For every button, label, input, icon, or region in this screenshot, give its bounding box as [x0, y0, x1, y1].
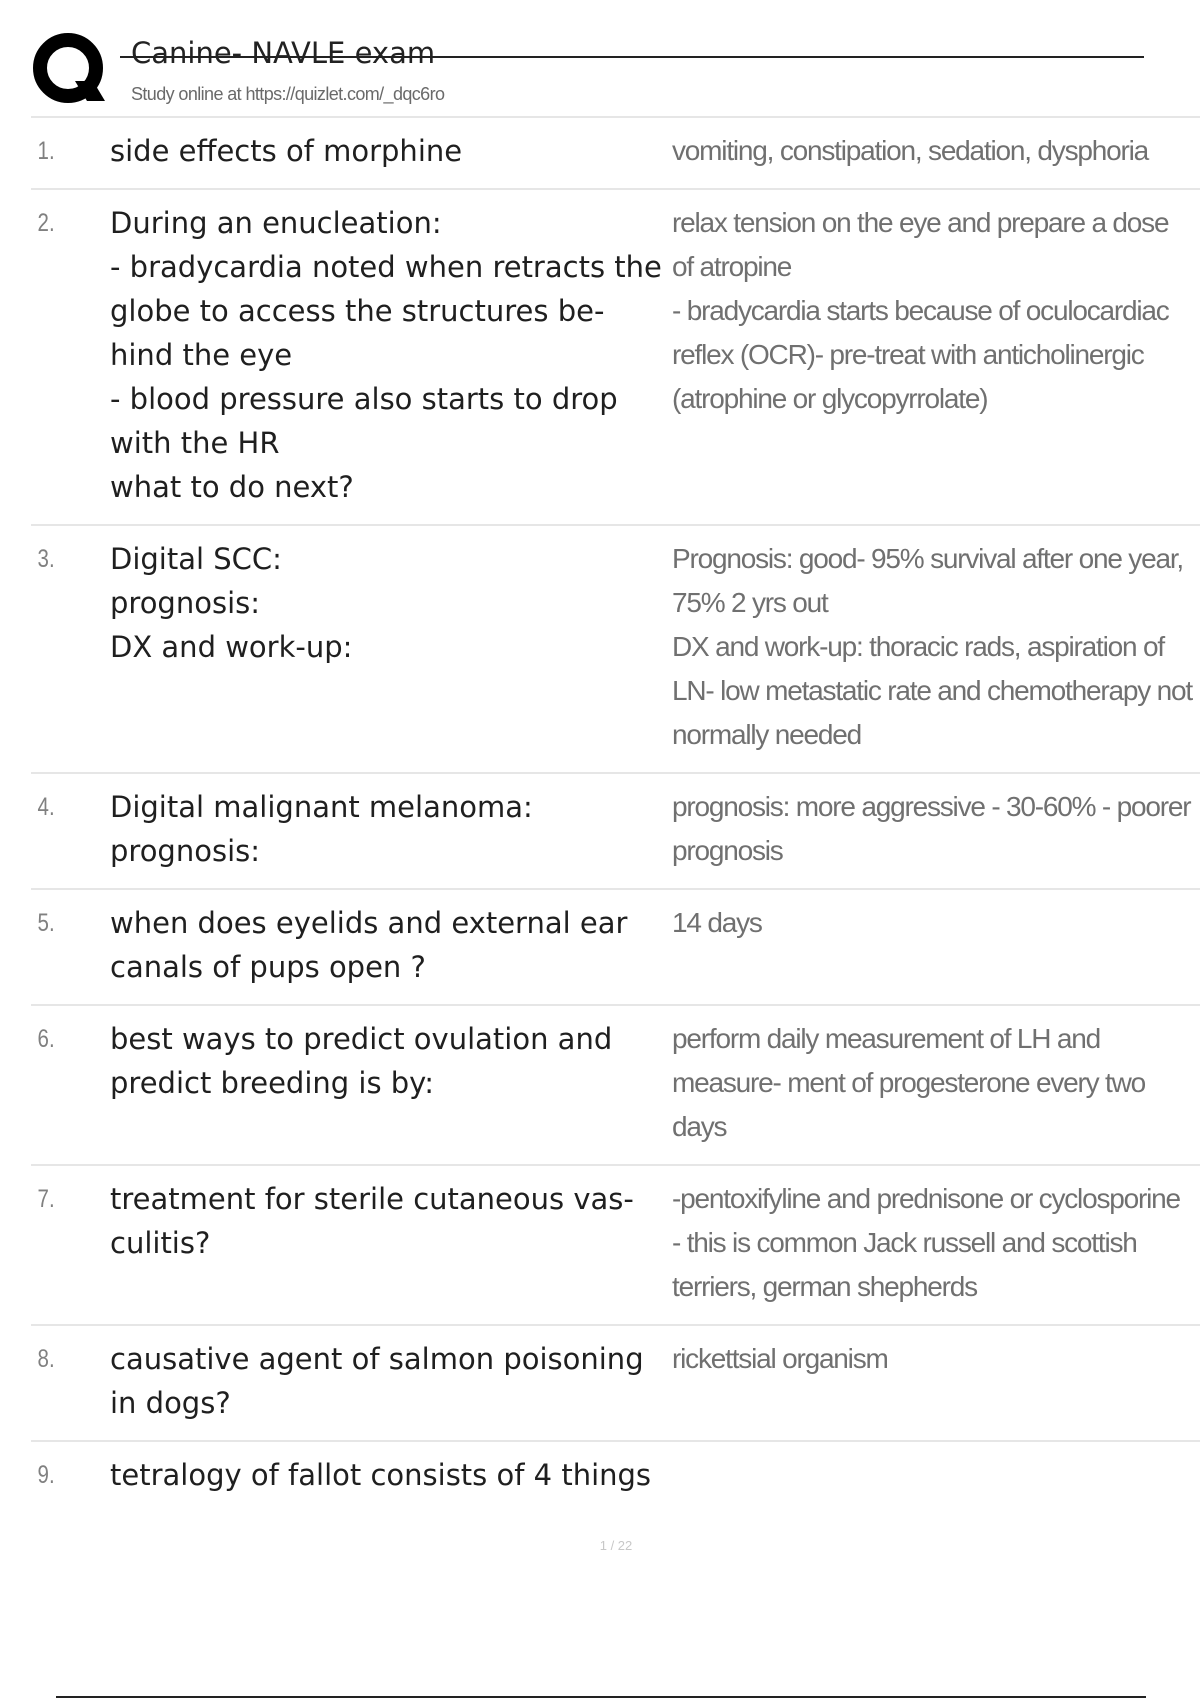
card-number: 1.: [37, 137, 55, 165]
card-term: Digital SCC: prognosis: DX and work-up:: [110, 542, 353, 664]
card-definition: perform daily measurement of LH and measure- ment of progesterone every two days: [672, 1023, 1152, 1142]
card-number: 3.: [37, 545, 55, 573]
card-definition: relax tension on the eye and prepare a dose of atropine - bradycardia starts because of oculocardiac reflex (OCR)- pre-treat with anticholinergic (atrophine or glycopyrrolate): [672, 207, 1169, 414]
card-term: best ways to predict ovulation and predict breeding is by:: [110, 1022, 622, 1100]
card-number: 7.: [37, 1185, 55, 1213]
page-number: 1 / 22: [599, 1538, 633, 1553]
card-number: 6.: [37, 1025, 55, 1053]
card-definition: vomiting, constipation, sedation, dysphoria: [672, 135, 1149, 166]
card-definition: rickettsial organism: [672, 1343, 888, 1374]
card-term: tetralogy of fallot consists of 4 things: [110, 1458, 652, 1492]
flashcard-row: [31, 1006, 1200, 1166]
card-number: 2.: [37, 209, 55, 237]
card-term: Digital malignant melanoma: prognosis:: [110, 790, 533, 868]
flashcard-row: [31, 526, 1200, 774]
flashcard-row: [31, 1166, 1200, 1326]
card-number: 8.: [37, 1345, 55, 1373]
card-number: 5.: [37, 909, 55, 937]
flashcard-list: [31, 116, 1200, 1512]
flashcard-row: [31, 190, 1200, 526]
flashcard-row: [31, 1326, 1200, 1442]
flashcard-row: [31, 890, 1200, 1006]
card-term: when does eyelids and external ear canals of pups open ?: [110, 906, 637, 984]
quizlet-q-logo-icon: [31, 31, 111, 111]
card-term: causative agent of salmon poisoning in dogs?: [110, 1342, 653, 1420]
card-number: 9.: [37, 1461, 55, 1489]
card-definition: 14 days: [672, 907, 762, 938]
document-subtitle: Study online at https://quizlet.com/_dqc6ro: [131, 84, 445, 104]
flashcard-row: [31, 1442, 1200, 1512]
card-term: treatment for sterile cutaneous vas- culitis?: [110, 1182, 644, 1260]
document-title: Canine- NAVLE exam: [131, 36, 436, 70]
card-definition: Prognosis: good- 95% survival after one year, 75% 2 yrs out DX and work-up: thoracic rads, aspiration of LN- low metastatic rate and chemotherapy not normally needed: [672, 543, 1192, 750]
card-term: During an enucleation: - bradycardia noted when retracts the globe to access the structures be- hind the eye - blood pressure also starts to drop with the HR what to do next?: [110, 206, 662, 504]
flashcard-row: [31, 118, 1200, 190]
card-definition: prognosis: more aggressive - 30-60% - poorer prognosis: [672, 791, 1197, 866]
card-term: side effects of morphine: [110, 134, 463, 168]
card-definition: -pentoxifyline and prednisone or cyclosporine - this is common Jack russell and scottish terriers, german shepherds: [672, 1183, 1180, 1302]
footer-rule: [56, 1696, 1146, 1698]
card-number: 4.: [37, 793, 55, 821]
flashcard-row: [31, 774, 1200, 890]
